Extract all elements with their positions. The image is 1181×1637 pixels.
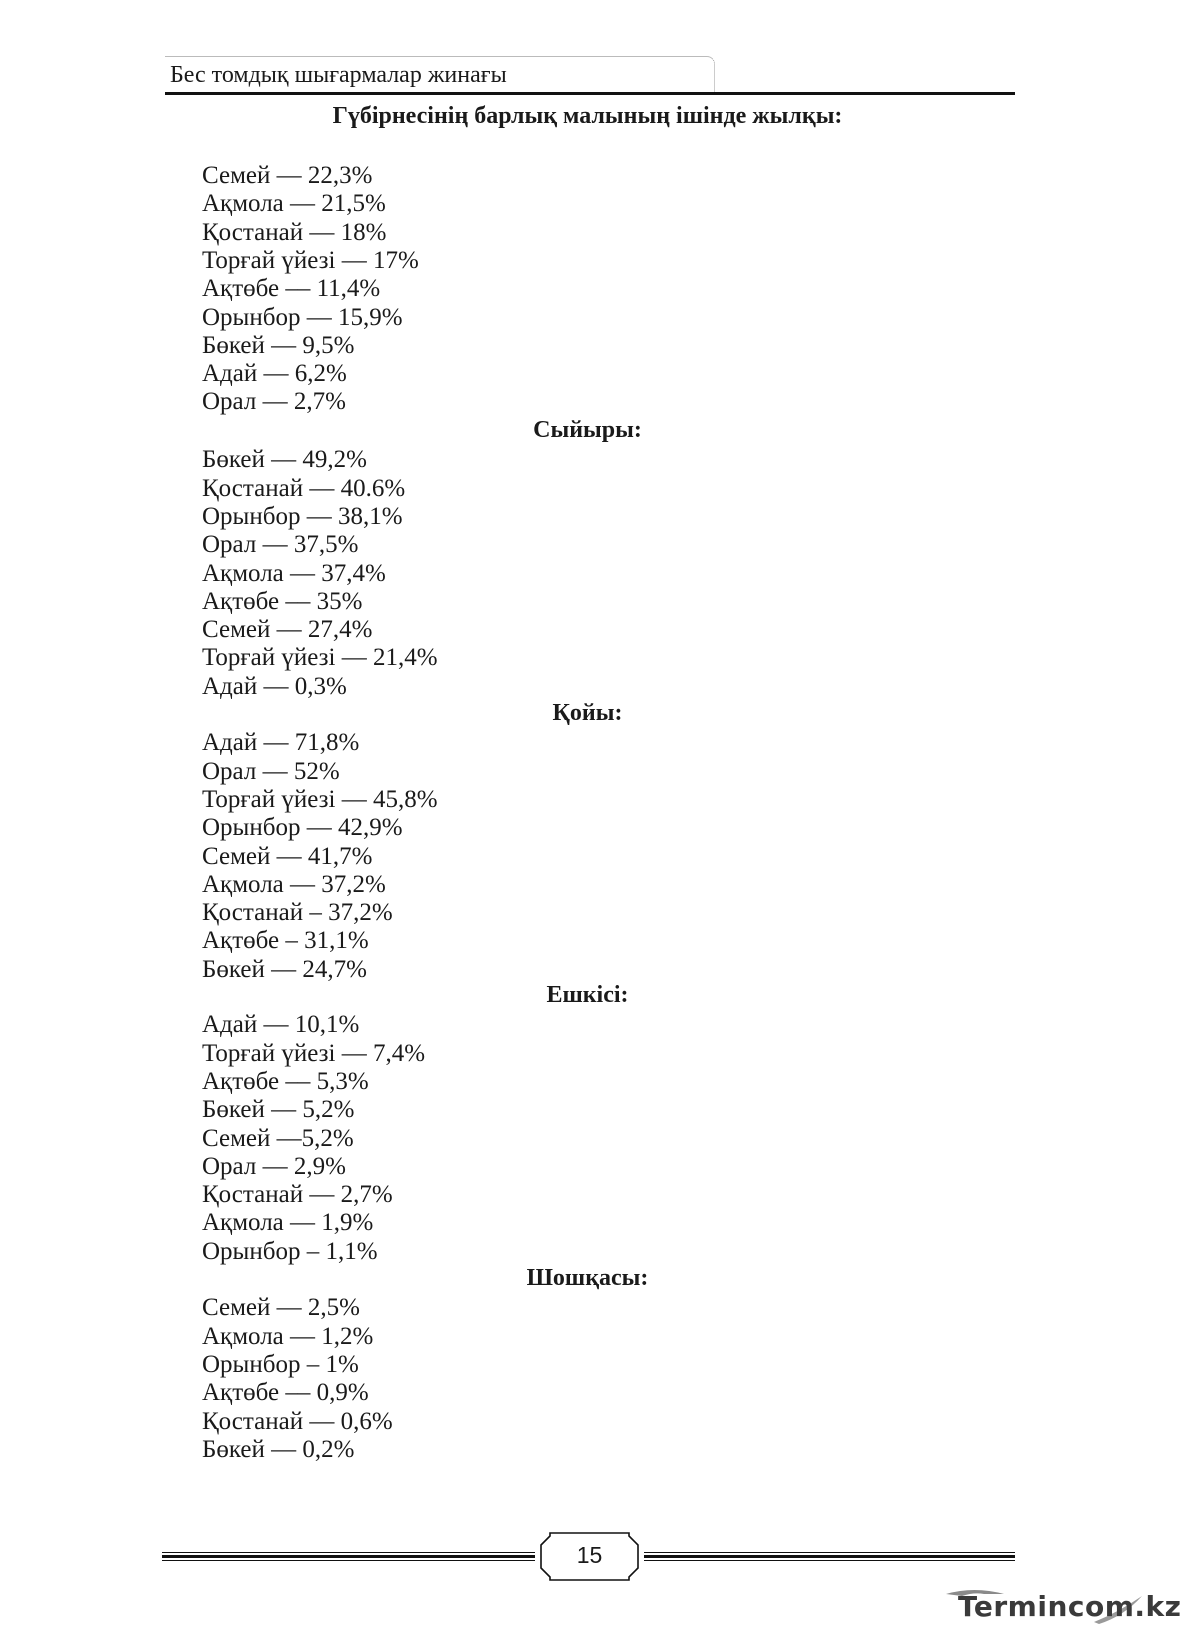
list-item: Торғай үйезі — 21,4% [202, 644, 438, 672]
watermark-logo [944, 1588, 1181, 1628]
list-item: Орал — 37,5% [202, 531, 359, 559]
list-item: Адай — 0,3% [202, 672, 347, 700]
running-head-text: Бес томдық шығармалар жинағы [170, 62, 507, 88]
footer-rule-right-bottom [644, 1560, 1015, 1561]
list-item: Торғай үйезі — 7,4% [202, 1039, 426, 1067]
list-item: Ақмола — 37,4% [202, 559, 386, 587]
list-item: Бөкей — 49,2% [202, 446, 367, 474]
list-item: Ақмола — 1,2% [202, 1322, 374, 1350]
footer-rule-left-bottom [162, 1560, 535, 1561]
page-number-frame [538, 1532, 641, 1581]
section-heading: Қойы: [552, 700, 623, 726]
list-item: Бөкей — 9,5% [202, 331, 355, 359]
section-heading: Гүбірнесінің барлық малының ішінде жылқы: [332, 103, 843, 129]
list-item: Орынбор — 15,9% [202, 303, 403, 331]
list-item: Ақтөбе –– 35% [202, 587, 363, 615]
footer-rule-right-mid [644, 1555, 1015, 1558]
list-item: Орал — 2,9% [202, 1152, 346, 1180]
list-item: Орынбор — 42,9% [202, 814, 403, 842]
list-item: Ақмола — 1,9% [202, 1209, 374, 1237]
list-item: Ақтөбе –– 0,9% [202, 1379, 369, 1407]
list-item: Семей —5,2% [202, 1124, 354, 1152]
list-item: Семей — 27,4% [202, 616, 373, 644]
list-item: Орынбор — 38,1% [202, 502, 403, 530]
list-item: Қостанай — 40.6% [202, 474, 406, 502]
list-item: Ақтөбе – 31,1% [202, 927, 369, 955]
footer-rule-left-mid [162, 1555, 535, 1558]
list-item: Адай — 10,1% [202, 1011, 360, 1039]
list-item: Торғай үйезі — 17% [202, 246, 419, 274]
list-item: Семей — 22,3% [202, 162, 373, 189]
list-item: Орынбор – 1,1% [202, 1237, 378, 1265]
list-item: Семей — 2,5% [202, 1294, 360, 1322]
list-item: Орынбор – 1% [202, 1350, 359, 1378]
list-item: Ақмола — 21,5% [202, 190, 386, 218]
list-item: Ақмола — 37,2% [202, 870, 386, 898]
footer-rule-left-top [162, 1552, 535, 1553]
watermark-text: Termincom.kz [958, 1590, 1181, 1623]
list-item: Торғай үйезі — 45,8% [202, 785, 438, 813]
section-heading: Шошқасы: [526, 1265, 649, 1291]
list-item: Қостанай – 37,2% [202, 899, 393, 927]
section-heading: Сыйыры: [533, 417, 642, 443]
list-item: Ақтөбе –– 5,3% [202, 1067, 369, 1095]
list-item: Семей — 41,7% [202, 842, 373, 870]
list-item: Бөкей — 5,2% [202, 1096, 355, 1124]
list-item: Бөкей — 0,2% [202, 1435, 355, 1463]
list-item: Қостанай — 18% [202, 218, 387, 246]
list-item: Орал — 52% [202, 757, 340, 785]
list-item: Қостанай — 2,7% [202, 1181, 393, 1209]
list-item: Орал — 2,7% [202, 388, 346, 416]
list-item: Адай — 71,8% [202, 729, 360, 757]
list-item: Қостанай — 0,6% [202, 1407, 393, 1435]
page-number: 15 [576, 1542, 603, 1568]
section-heading: Ешкісі: [546, 982, 629, 1008]
list-item: Адай — 6,2% [202, 360, 347, 388]
footer-rule-right-top [644, 1552, 1015, 1553]
list-item: Ақтөбе –– 11,4% [202, 275, 381, 303]
header-rule [165, 92, 1015, 95]
list-item: Бөкей — 24,7% [202, 955, 367, 983]
